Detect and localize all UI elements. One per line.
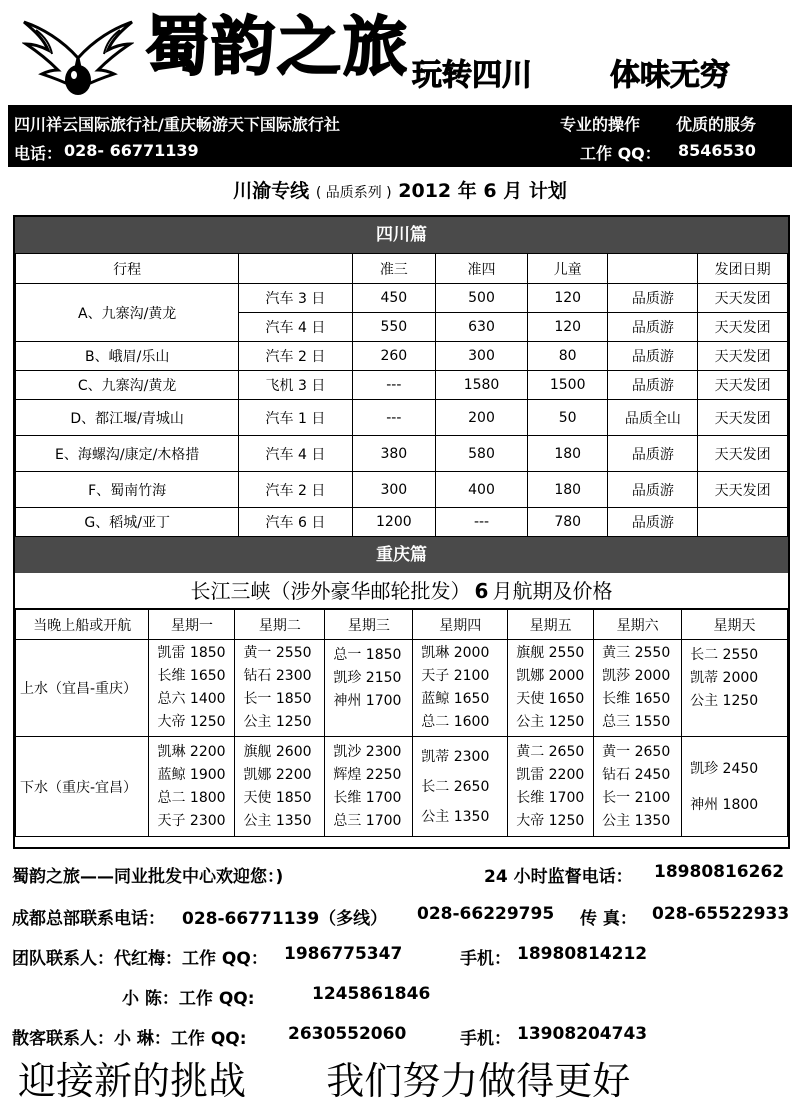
date-cell: 天天发团 — [698, 472, 788, 508]
ship-list — [594, 737, 682, 837]
yangtze-title-month: 6 — [474, 579, 489, 603]
downstream-row — [16, 737, 788, 837]
ship-entry: 天子 2100 — [421, 668, 490, 684]
transport-cell: 汽车 2 日 — [239, 472, 352, 508]
ship-entry: 旗舰 2600 — [243, 743, 312, 760]
ship-entry: 凯娜 2000 — [516, 668, 585, 684]
ship-entry: 公主 1250 — [690, 693, 759, 709]
date-cell: 天天发团 — [698, 284, 788, 313]
yangtze-title-tail: 月航期及价格 — [492, 579, 613, 603]
z4-cell: --- — [436, 508, 528, 537]
ship-entry: 公主 1250 — [243, 714, 312, 730]
fax-number: 028-65522933 — [652, 904, 790, 924]
team-mobile-label: 手机： — [460, 949, 511, 969]
ship-entry: 长二 2550 — [690, 647, 759, 663]
ship-entry: 黄一 2650 — [602, 743, 671, 760]
transport-cell: 汽车 2 日 — [239, 342, 352, 371]
header-fri: 星期五 — [508, 610, 594, 640]
qq-number: 8546530 — [678, 141, 756, 160]
z4-cell: 1580 — [436, 371, 528, 400]
price-frame — [13, 215, 790, 849]
slogan-2: 体味无穷 — [610, 58, 730, 93]
ship-entry: 公主 1350 — [243, 812, 312, 829]
ship-entry: 总二 1800 — [157, 789, 226, 806]
ship-entry: 长维 1650 — [157, 668, 226, 684]
yangtze-title — [15, 573, 788, 609]
downstream-label: 下水（重庆-宜昌） — [16, 737, 149, 837]
upstream-row — [16, 640, 788, 737]
ship-entry: 总六 1400 — [157, 691, 226, 707]
ship-entry: 辉煌 2250 — [333, 766, 402, 783]
ship-list — [682, 640, 788, 737]
route-cell: E、海螺沟/康定/木格措 — [16, 436, 239, 472]
type-cell: 品质游 — [608, 284, 698, 313]
child-cell: 180 — [527, 436, 608, 472]
header-z4: 准四 — [436, 254, 528, 284]
header-mon: 星期一 — [149, 610, 235, 640]
ship-entry: 长一 1850 — [243, 691, 312, 707]
welcome-text: 蜀韵之旅——同业批发中心欢迎您：) — [12, 867, 284, 887]
ship-entry: 凯蒂 2000 — [690, 670, 759, 686]
ship-entry: 总三 1700 — [333, 812, 402, 829]
ship-entry: 总一 1850 — [333, 647, 402, 663]
footer-slogan — [18, 1050, 630, 1100]
type-cell: 品质游 — [608, 313, 698, 342]
table-row — [16, 508, 788, 537]
cruise-header-row — [16, 610, 788, 640]
ship-list — [325, 737, 413, 837]
hq-label: 成都总部联系电话： — [12, 909, 165, 929]
ship-list — [149, 640, 235, 737]
ship-entry: 天子 2300 — [157, 812, 226, 829]
footer-slogan-b: 我们努力做得更好 — [326, 1059, 631, 1100]
z4-cell: 200 — [436, 400, 528, 436]
route-cell: A、九寨沟/黄龙 — [16, 284, 239, 342]
plan-title-series: ( 品质系列 ) — [315, 185, 392, 201]
ship-list — [508, 737, 594, 837]
type-cell: 品质游 — [608, 472, 698, 508]
ship-entry: 大帝 1250 — [516, 812, 585, 829]
ship-entry: 钻石 2450 — [602, 766, 671, 783]
ship-entry: 公主 1350 — [602, 812, 671, 829]
ship-entry: 公主 1250 — [516, 714, 585, 730]
header-thu: 星期四 — [413, 610, 508, 640]
date-cell: 天天发团 — [698, 342, 788, 371]
team-mobile: 18980814212 — [517, 944, 648, 964]
date-cell: 天天发团 — [698, 313, 788, 342]
ship-list — [413, 737, 508, 837]
table-row — [16, 342, 788, 371]
type-cell: 品质游 — [608, 436, 698, 472]
hotline-label: 24 小时监督电话： — [484, 867, 633, 887]
ship-entry: 凯琳 2000 — [421, 645, 490, 661]
header-transport — [239, 254, 352, 284]
ship-entry: 长维 1700 — [516, 789, 585, 806]
tagline-2: 优质的服务 — [676, 115, 757, 134]
ship-entry: 凯蒂 2300 — [421, 748, 490, 765]
chen-qq: 1245861846 — [312, 984, 431, 1004]
child-cell: 120 — [527, 284, 608, 313]
ship-entry: 大帝 1250 — [157, 714, 226, 730]
table-row — [16, 472, 788, 508]
child-cell: 120 — [527, 313, 608, 342]
plan-title — [0, 176, 800, 203]
header-z3: 准三 — [352, 254, 436, 284]
date-cell: 天天发团 — [698, 371, 788, 400]
ship-list — [594, 640, 682, 737]
ship-entry: 凯雷 2200 — [516, 766, 585, 783]
fit-contact-label: 散客联系人：小 琳：工作 QQ: — [12, 1029, 247, 1049]
date-cell: 天天发团 — [698, 436, 788, 472]
type-cell: 品质游 — [608, 508, 698, 537]
ship-entry: 天使 1850 — [243, 789, 312, 806]
z3-cell: 1200 — [352, 508, 436, 537]
ship-list — [149, 737, 235, 837]
transport-cell: 飞机 3 日 — [239, 371, 352, 400]
route-cell: F、蜀南竹海 — [16, 472, 239, 508]
fit-qq: 2630552060 — [288, 1024, 407, 1044]
z3-cell: --- — [352, 400, 436, 436]
ship-list — [235, 640, 325, 737]
footer-slogan-a: 迎接新的挑战 — [18, 1059, 247, 1100]
ship-list — [325, 640, 413, 737]
z3-cell: 550 — [352, 313, 436, 342]
ship-entry: 神州 1700 — [333, 693, 402, 709]
agency-name: 四川祥云国际旅行社/重庆畅游天下国际旅行社 — [14, 115, 340, 134]
transport-cell: 汽车 3 日 — [239, 284, 352, 313]
z4-cell: 400 — [436, 472, 528, 508]
child-cell: 780 — [527, 508, 608, 537]
header-child: 儿童 — [527, 254, 608, 284]
plan-title-main: 川渝专线 — [233, 180, 310, 202]
z3-cell: 300 — [352, 472, 436, 508]
header-type — [608, 254, 698, 284]
slogan-1: 玩转四川 — [412, 58, 532, 93]
ship-entry: 钻石 2300 — [243, 668, 312, 684]
ship-entry: 总三 1550 — [602, 714, 671, 730]
child-cell: 80 — [527, 342, 608, 371]
z4-cell: 300 — [436, 342, 528, 371]
fit-mobile: 13908204743 — [517, 1024, 648, 1044]
z4-cell: 500 — [436, 284, 528, 313]
ship-list — [235, 737, 325, 837]
ship-entry: 黄一 2550 — [243, 645, 312, 661]
date-cell — [698, 508, 788, 537]
z4-cell: 580 — [436, 436, 528, 472]
transport-cell: 汽车 6 日 — [239, 508, 352, 537]
phone-label: 电话： — [14, 144, 63, 163]
header-sat: 星期六 — [594, 610, 682, 640]
route-cell: B、峨眉/乐山 — [16, 342, 239, 371]
date-cell: 天天发团 — [698, 400, 788, 436]
header-tue: 星期二 — [235, 610, 325, 640]
ship-entry: 黄三 2550 — [602, 645, 671, 661]
z3-cell: --- — [352, 371, 436, 400]
transport-cell: 汽车 1 日 — [239, 400, 352, 436]
table-header-row — [16, 254, 788, 284]
route-cell: C、九寨沟/黄龙 — [16, 371, 239, 400]
ship-entry: 长一 2100 — [602, 789, 671, 806]
ship-entry: 黄二 2650 — [516, 743, 585, 760]
hotline-number: 18980816262 — [654, 862, 785, 882]
sichuan-table — [15, 253, 788, 537]
team-qq: 1986775347 — [284, 944, 403, 964]
fax-label: 传 真： — [580, 909, 637, 929]
header-date: 发团日期 — [698, 254, 788, 284]
header-route: 行程 — [16, 254, 239, 284]
qq-label: 工作 QQ： — [580, 144, 661, 163]
chen-contact-label: 小 陈：工作 QQ: — [122, 989, 255, 1009]
winged-logo-icon — [22, 10, 134, 102]
child-cell: 180 — [527, 472, 608, 508]
type-cell: 品质游 — [608, 371, 698, 400]
ship-entry: 公主 1350 — [421, 808, 490, 825]
ship-entry: 长二 2650 — [421, 778, 490, 795]
ship-entry: 凯珍 2150 — [333, 670, 402, 686]
ship-list — [508, 640, 594, 737]
phone-number: 028- 66771139 — [64, 141, 199, 160]
cruise-table — [15, 609, 788, 837]
upstream-label: 上水（宜昌-重庆） — [16, 640, 149, 737]
agency-bar — [8, 105, 792, 167]
ship-entry: 总二 1600 — [421, 714, 490, 730]
fit-mobile-label: 手机： — [460, 1029, 511, 1049]
transport-cell: 汽车 4 日 — [239, 436, 352, 472]
type-cell: 品质游 — [608, 342, 698, 371]
table-row — [16, 371, 788, 400]
route-cell: G、稻城/亚丁 — [16, 508, 239, 537]
transport-cell: 汽车 4 日 — [239, 313, 352, 342]
route-cell: D、都江堰/青城山 — [16, 400, 239, 436]
header-sun: 星期天 — [682, 610, 788, 640]
ship-entry: 长维 1700 — [333, 789, 402, 806]
section-sichuan: 四川篇 — [15, 217, 788, 253]
child-cell: 50 — [527, 400, 608, 436]
type-cell: 品质全山 — [608, 400, 698, 436]
z3-cell: 450 — [352, 284, 436, 313]
ship-entry: 天使 1650 — [516, 691, 585, 707]
ship-entry: 旗舰 2550 — [516, 645, 585, 661]
header — [0, 0, 800, 104]
header-wed: 星期三 — [325, 610, 413, 640]
hq-phone-2: 028-66229795 — [417, 904, 555, 924]
table-row — [16, 400, 788, 436]
yangtze-title-main: 长江三峡（涉外豪华邮轮批发） — [190, 579, 471, 603]
ship-entry: 凯沙 2300 — [333, 743, 402, 760]
z4-cell: 630 — [436, 313, 528, 342]
z3-cell: 260 — [352, 342, 436, 371]
ship-entry: 蓝鲸 1900 — [157, 766, 226, 783]
hq-phone-1: 028-66771139（多线） — [182, 909, 388, 929]
ship-entry: 蓝鲸 1650 — [421, 691, 490, 707]
child-cell: 1500 — [527, 371, 608, 400]
team-contact-label: 团队联系人：代红梅：工作 QQ： — [12, 949, 268, 969]
header-boarding: 当晚上船或开航 — [16, 610, 149, 640]
ship-entry: 长维 1650 — [602, 691, 671, 707]
table-row — [16, 436, 788, 472]
ship-entry: 凯琳 2200 — [157, 743, 226, 760]
ship-entry: 凯娜 2200 — [243, 766, 312, 783]
ship-list — [413, 640, 508, 737]
ship-entry: 凯莎 2000 — [602, 668, 671, 684]
ship-entry: 凯雷 1850 — [157, 645, 226, 661]
section-chongqing: 重庆篇 — [15, 537, 788, 573]
tagline-1: 专业的操作 — [560, 115, 641, 134]
table-row — [16, 284, 788, 313]
z3-cell: 380 — [352, 436, 436, 472]
ship-list — [682, 737, 788, 837]
ship-entry: 神州 1800 — [690, 796, 759, 813]
brand-title: 蜀韵之旅 — [145, 11, 409, 85]
plan-title-date: 2012 年 6 月 计划 — [398, 180, 567, 202]
ship-entry: 凯珍 2450 — [690, 760, 759, 777]
